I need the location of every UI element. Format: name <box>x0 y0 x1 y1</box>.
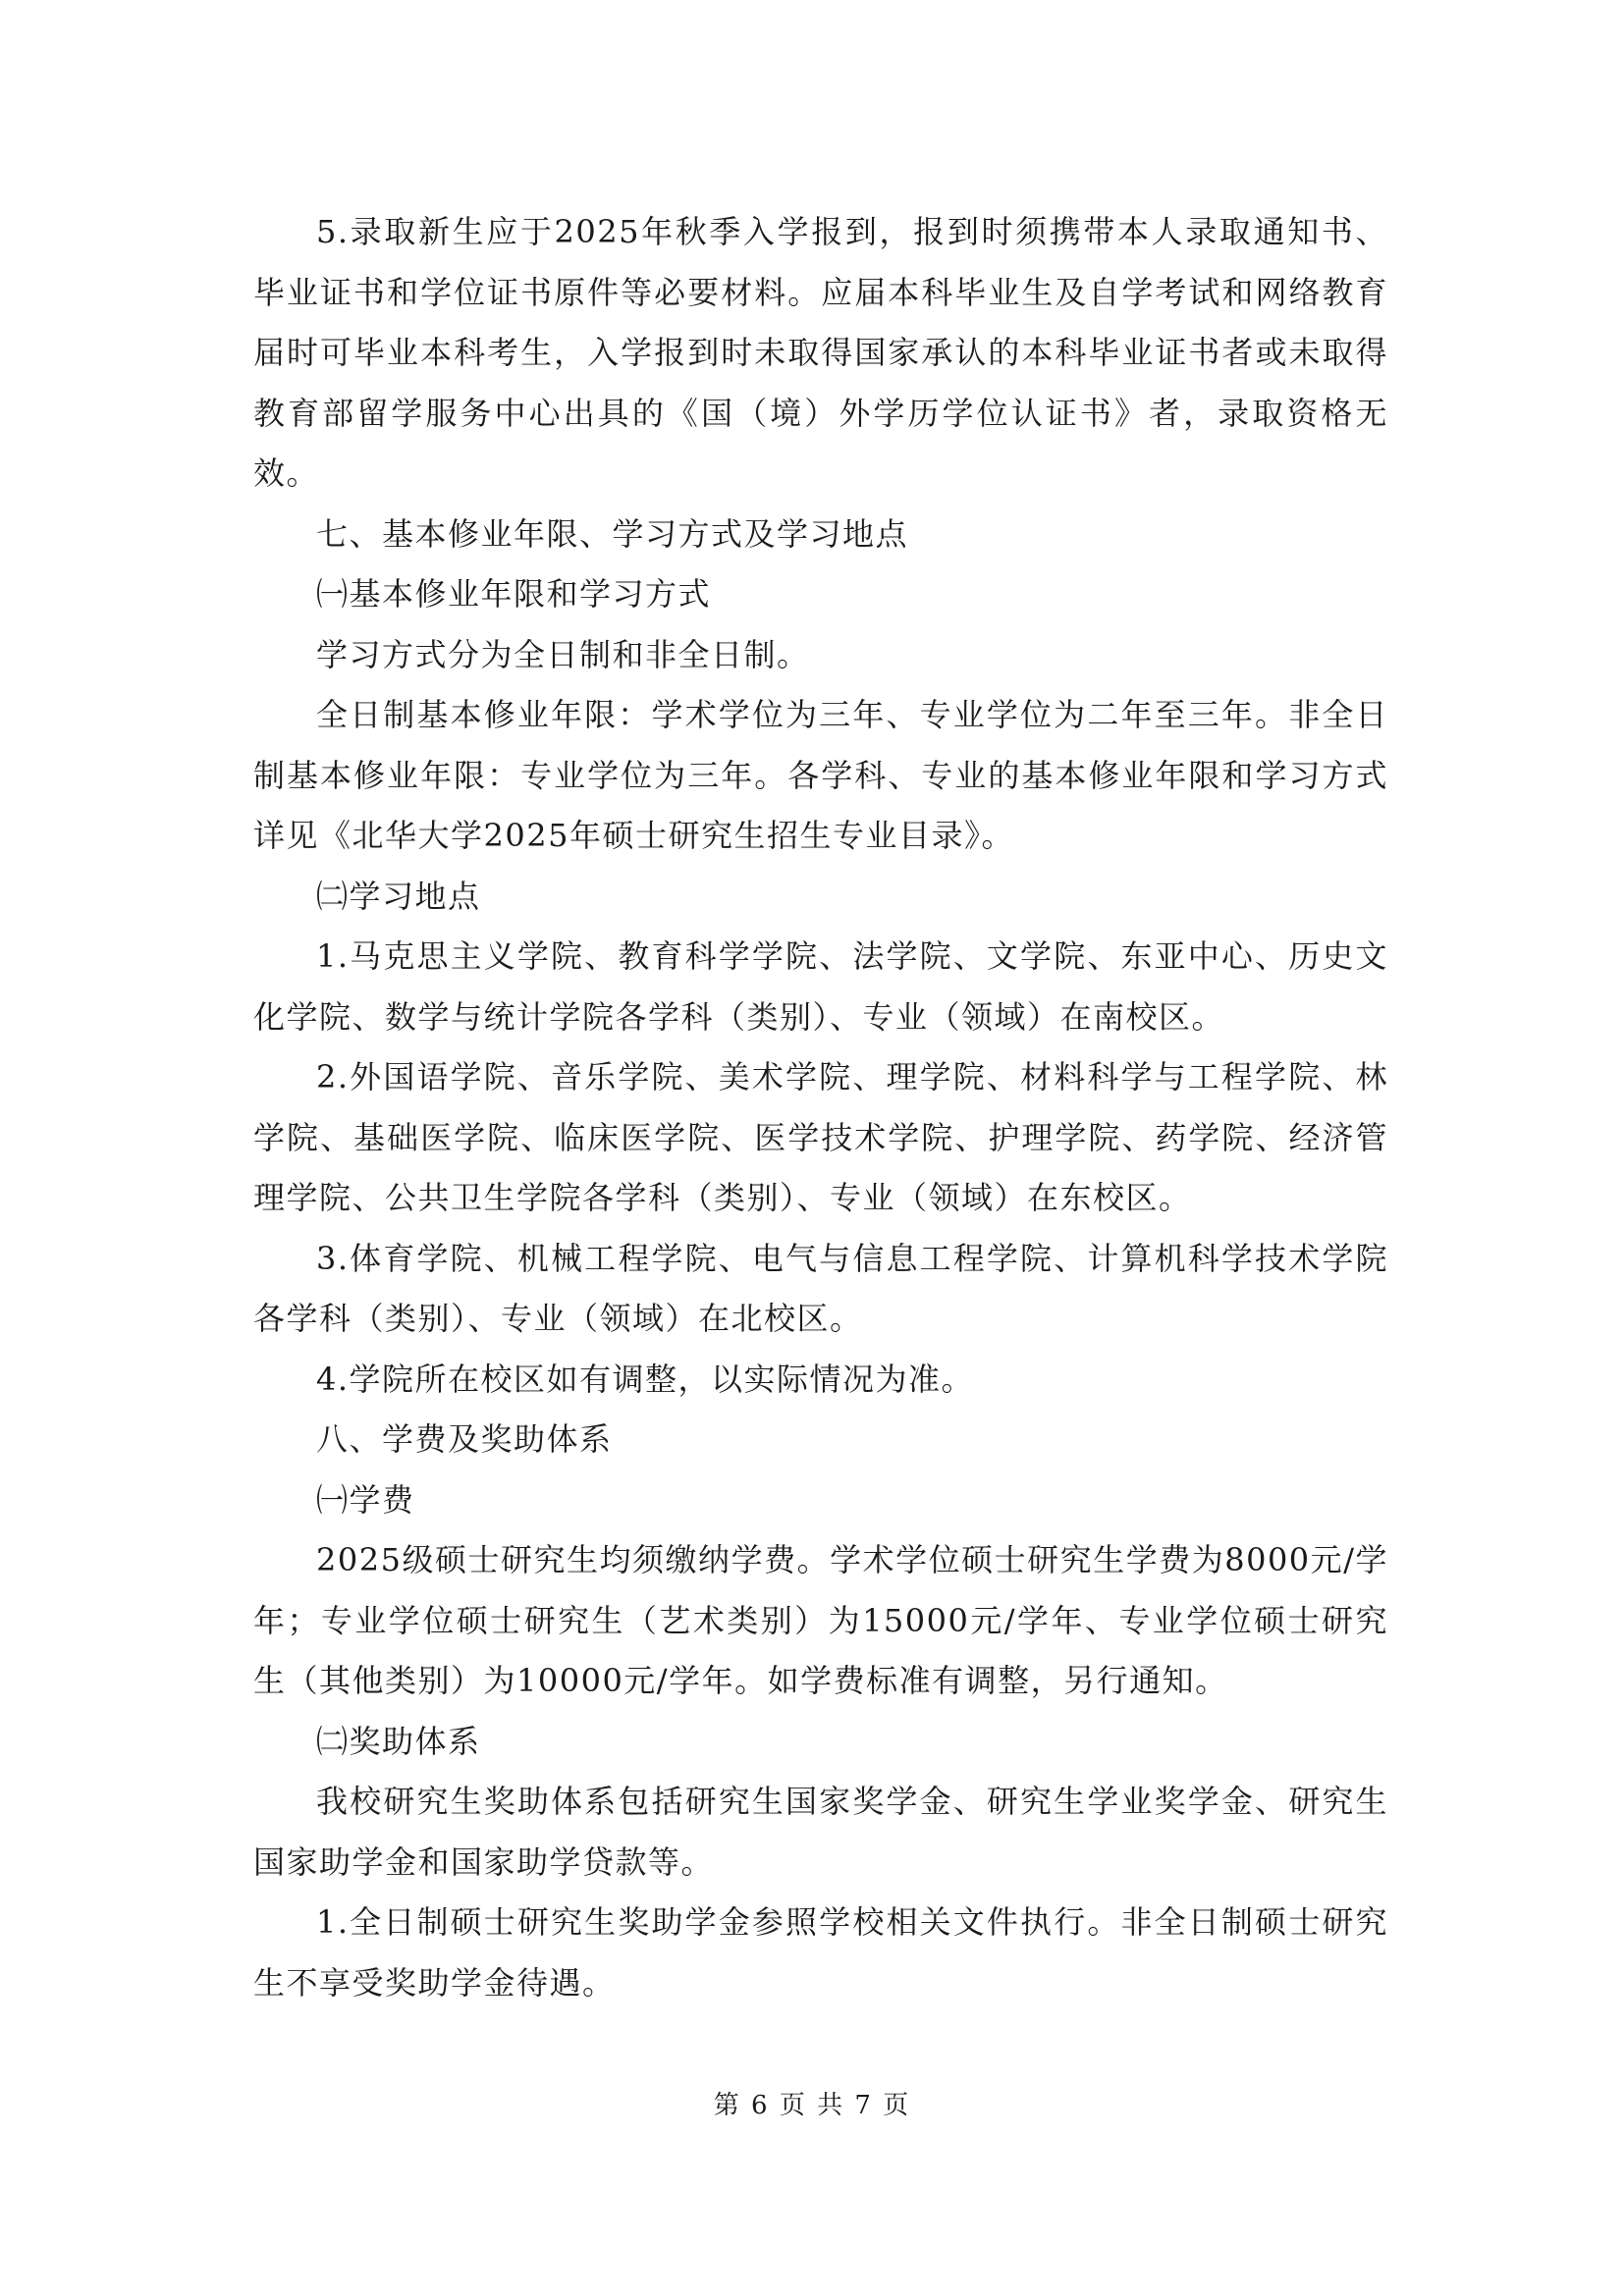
paragraph-south-campus: 1.马克思主义学院、教育科学学院、法学院、文学院、东亚中心、历史文化学院、数学与统计学院各学科（类别）、专业（领域）在南校区。 <box>253 937 1388 1036</box>
subheading-study-duration-mode: ㈠基本修业年限和学习方式 <box>316 575 712 613</box>
heading-section-seven: 七、基本修业年限、学习方式及学习地点 <box>316 514 909 553</box>
paragraph-east-campus: 2.外国语学院、音乐学院、美术学院、理学院、材料科学与工程学院、林学院、基础医学院、临床医学院、医学技术学院、护理学院、药学院、经济管理学院、公共卫生学院各学科（类别）、专业（领域）在东校区。 <box>253 1058 1388 1216</box>
paragraph-north-campus: 3.体育学院、机械工程学院、电气与信息工程学院、计算机科学技术学院各学科（类别）、专业（领域）在北校区。 <box>253 1239 1388 1337</box>
paragraph-tuition: 2025级硕士研究生均须缴纳学费。学术学位硕士研究生学费为8000元/学年；专业学位硕士研究生（艺术类别）为15000元/学年、专业学位硕士研究生（其他类别）为10000元/学年。如学费标准有调整，另行通知。 <box>253 1541 1388 1699</box>
paragraph-financial-aid-system: 我校研究生奖助体系包括研究生国家奖学金、研究生学业奖学金、研究生国家助学金和国家助学贷款等。 <box>253 1783 1388 1881</box>
paragraph-full-time-aid: 1.全日制硕士研究生奖助学金参照学校相关文件执行。非全日制硕士研究生不享受奖助学金待遇。 <box>253 1903 1388 2002</box>
subheading-study-location: ㈡学习地点 <box>316 877 481 915</box>
paragraph-campus-adjustment: 4.学院所在校区如有调整，以实际情况为准。 <box>316 1360 975 1398</box>
paragraph-enrollment-registration: 5.录取新生应于2025年秋季入学报到，报到时须携带本人录取通知书、毕业证书和学位证书原件等必要材料。应届本科毕业生及自学考试和网络教育届时可毕业本科考生，入学报到时未取得国家承认的本科毕业证书者或未取得教育部留学服务中心出具的《国（境）外学历学位认证书》者，录取资格无效。 <box>253 213 1388 492</box>
page-footer: 第 6 页 共 7 页 <box>713 2091 911 2120</box>
paragraph-study-mode: 学习方式分为全日制和非全日制。 <box>316 635 810 673</box>
heading-section-eight: 八、学费及奖助体系 <box>316 1420 613 1458</box>
subheading-tuition: ㈠学费 <box>316 1480 415 1519</box>
paragraph-study-duration: 全日制基本修业年限：学术学位为三年、专业学位为二年至三年。非全日制基本修业年限：专业学位为三年。各学科、专业的基本修业年限和学习方式详见《北华大学2025年硕士研究生招生专业目录》。 <box>253 696 1388 854</box>
subheading-financial-aid: ㈡奖助体系 <box>316 1722 481 1760</box>
document-body <box>253 202 1388 2013</box>
